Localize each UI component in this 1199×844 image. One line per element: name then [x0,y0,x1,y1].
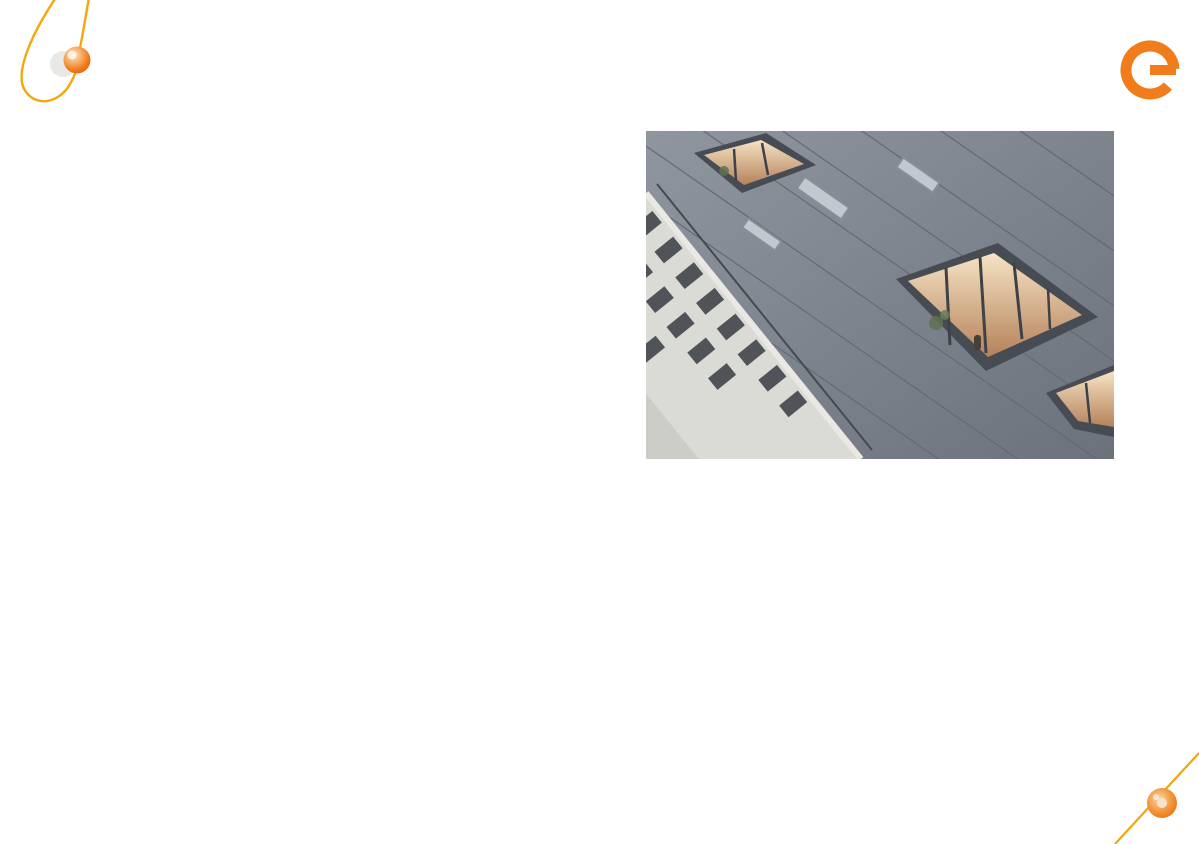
donut-hole [1157,798,1167,808]
loop-line-tail [80,0,90,48]
decorative-swirl-top-left [0,0,120,136]
donut-highlight [1153,794,1159,800]
sphere-highlight [68,51,77,60]
rrg-logo [1078,32,1190,116]
person-on-terrace [974,335,981,350]
orange-sphere-icon [64,47,91,74]
decorative-swirl-bottom-right [1085,745,1199,844]
terrace-plant [929,316,943,330]
logo-g-bar [1150,65,1176,75]
mansard-roof-photo [646,131,1114,459]
floor-plan-8th-floor [30,486,1172,786]
